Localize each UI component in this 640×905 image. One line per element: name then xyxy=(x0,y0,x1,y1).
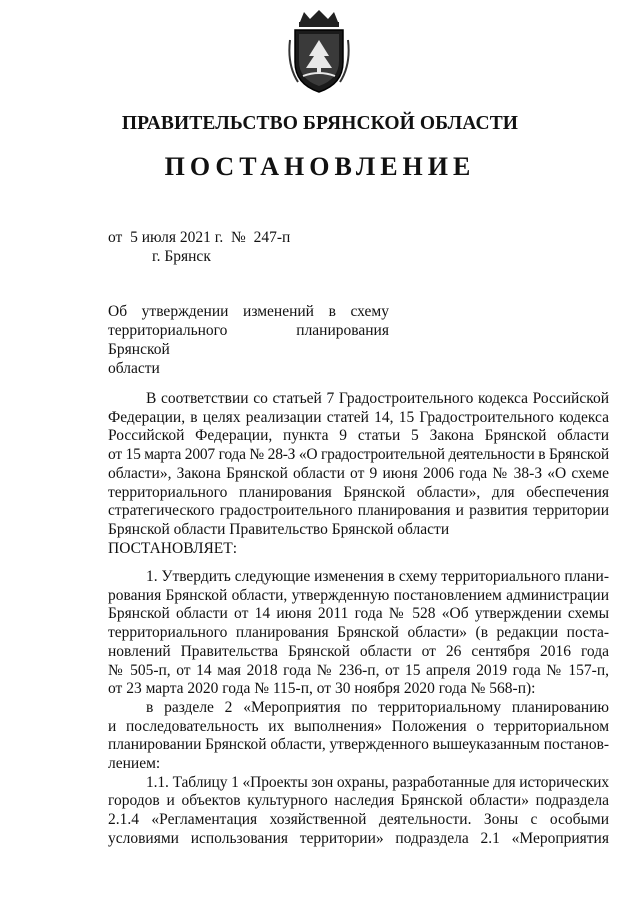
body-line: Брянской области от 14 июня 2011 года № 528 «Об утверждении схемы xyxy=(108,605,609,623)
decree-body xyxy=(108,568,609,849)
body-line: 1.1. Таблицу 1 «Проекты зон охраны, разработанные для исторических xyxy=(146,773,609,791)
body-line: 1. Утвердить следующие изменения в схему территориального плани- xyxy=(146,568,609,585)
preamble-resolves: ПОСТАНОВЛЯЕТ: xyxy=(108,539,238,557)
body-line: лением: xyxy=(108,755,161,773)
preamble-line: стратегического градостроительного планирования и развития территории xyxy=(108,502,609,520)
preamble-line: территориального планирования Брянской области», для обеспечения xyxy=(108,483,609,501)
body-line: городов и объектов культурного наследия Брянской области» подраздела xyxy=(108,792,609,810)
body-line: рования Брянской области, утвержденную постановлением администрации xyxy=(108,586,609,604)
preamble-line: Российской Федерации, пункта 9 статьи 5 Закона Брянской области xyxy=(108,427,609,445)
decree-subject xyxy=(108,302,389,378)
decree-title: ПОСТАНОВЛЕНИЕ xyxy=(164,152,476,181)
body-line: условиями использования территории» подраздела 2.1 «Мероприятия xyxy=(108,829,609,847)
body-line: новлений Правительства Брянской области от 26 сентября 2016 года xyxy=(108,642,609,660)
body-line: планировании Брянской области, утвержденного вышеуказанным постанов- xyxy=(108,736,609,754)
decree-city: г. Брянск xyxy=(152,248,211,265)
preamble-line: области», Закона Брянской области от 9 июня 2006 года № 38-З «О схеме xyxy=(108,464,609,482)
preamble-line: В соответствии со статьей 7 Градостроительного кодекса Российской xyxy=(146,390,609,407)
subject-line: области xyxy=(108,360,160,377)
preamble-line: Федерации, в целях реализации статей 14, 15 Градостроительного кодекса xyxy=(108,408,609,426)
body-line: от 23 марта 2020 года № 115-п, от 30 ноября 2020 года № 568-п): xyxy=(108,680,536,698)
government-title: ПРАВИТЕЛЬСТВО БРЯНСКОЙ ОБЛАСТИ xyxy=(121,113,519,134)
preamble-line: Брянской области Правительство Брянской области xyxy=(108,520,450,538)
decree-date-number: от 5 июля 2021 г. № 247-п xyxy=(108,229,291,246)
coat-of-arms-icon xyxy=(286,10,352,94)
body-line: 2.1.4 «Регламентация хозяйственной деятельности. Зоны с особыми xyxy=(108,811,609,829)
subject-line: Об утверждении изменений в схему xyxy=(108,303,389,320)
subject-line: территориального планирования Брянской xyxy=(108,322,389,358)
preamble-paragraph xyxy=(108,390,609,558)
body-line: № 505-п, от 14 мая 2018 года № 236-п, от 15 апреля 2019 года № 157-п, xyxy=(108,661,609,679)
preamble-line: от 15 марта 2007 года № 28-З «О градостроительной деятельности в Брянской xyxy=(108,446,609,464)
body-line: в разделе 2 «Мероприятия по территориальному планированию xyxy=(146,698,609,716)
body-line: территориального планирования Брянской области» (в редакции поста- xyxy=(108,624,609,642)
body-line: и последовательность их выполнения» Положения о территориальном xyxy=(108,717,609,735)
